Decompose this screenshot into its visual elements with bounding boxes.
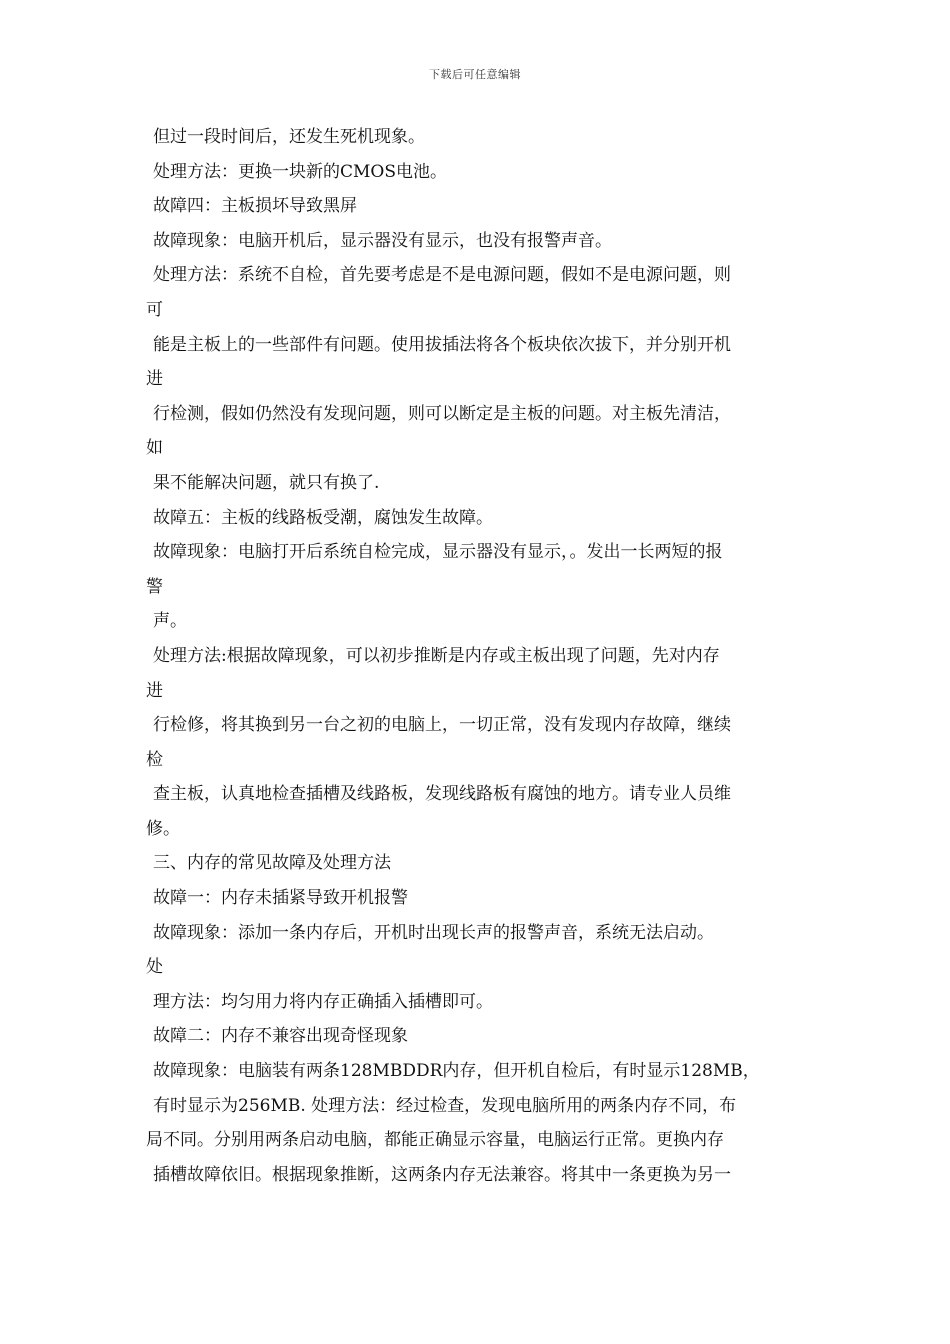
text-line: 理方法：均匀用力将内存正确插入插槽即可。 xyxy=(153,991,493,1012)
section-heading: 三、内存的常见故障及处理方法 xyxy=(153,853,391,874)
document-body xyxy=(146,120,816,1192)
text-line: 故障现象：电脑开机后，显示器没有显示，也没有报警声音。 xyxy=(153,230,612,251)
text-line: 声。 xyxy=(153,611,187,632)
text-line: 故障现象：电脑装有两条128MBDDR内存，但开机自检后，有时显示128MB， xyxy=(153,1061,760,1082)
text-line: 故障五：主板的线路板受潮，腐蚀发生故障。 xyxy=(153,507,493,528)
text-line: 故障二：内存不兼容出现奇怪现象 xyxy=(153,1026,408,1047)
text-line: 可 xyxy=(146,299,163,320)
text-line: 局不同。分别用两条启动电脑，都能正确显示容量，电脑运行正常。更换内存 xyxy=(146,1130,724,1151)
text-line: 但过一段时间后，还发生死机现象。 xyxy=(153,127,425,147)
text-line: 进 xyxy=(146,369,163,390)
text-line: 处理方法:根据故障现象，可以初步推断是内存或主板出现了问题，先对内存 xyxy=(153,645,720,666)
text-line: 故障现象：添加一条内存后，开机时出现长声的报警声音，系统无法启动。 xyxy=(153,922,714,943)
text-line: 修。 xyxy=(146,818,180,839)
text-line: 处理方法：系统不自检，首先要考虑是不是电源问题，假如不是电源问题，则 xyxy=(153,265,731,286)
text-line: 警 xyxy=(146,576,163,597)
text-line: 果不能解决问题，就只有换了. xyxy=(153,472,380,493)
text-line: 故障一：内存未插紧导致开机报警 xyxy=(153,888,408,909)
page-header: 下载后可任意编辑 xyxy=(429,68,521,81)
text-line: 能是主板上的一些部件有问题。使用拔插法将各个板块依次拔下，并分别开机 xyxy=(153,334,731,355)
text-line: 处理方法：更换一块新的CMOS电池。 xyxy=(153,161,447,182)
text-line: 查主板，认真地检查插槽及线路板，发现线路板有腐蚀的地方。请专业人员维 xyxy=(153,784,731,805)
text-line: 故障四：主板损坏导致黑屏 xyxy=(153,196,357,217)
text-line: 插槽故障依旧。根据现象推断，这两条内存无法兼容。将其中一条更换为另一 xyxy=(153,1164,731,1185)
text-line: 行检修，将其换到另一台之初的电脑上，一切正常，没有发现内存故障，继续 xyxy=(153,715,731,736)
text-line: 处 xyxy=(146,957,163,978)
text-line: 故障现象：电脑打开后系统自检完成，显示器没有显示，。发出一长两短的报 xyxy=(153,542,723,563)
text-line: 检 xyxy=(146,749,163,770)
text-line: 有时显示为256MB. 处理方法：经过检查，发现电脑所用的两条内存不同，布 xyxy=(153,1095,737,1116)
text-line: 行检测，假如仍然没有发现问题，则可以断定是主板的问题。对主板先清洁， xyxy=(153,403,731,424)
text-line: 进 xyxy=(146,680,163,701)
text-line: 如 xyxy=(146,438,163,459)
